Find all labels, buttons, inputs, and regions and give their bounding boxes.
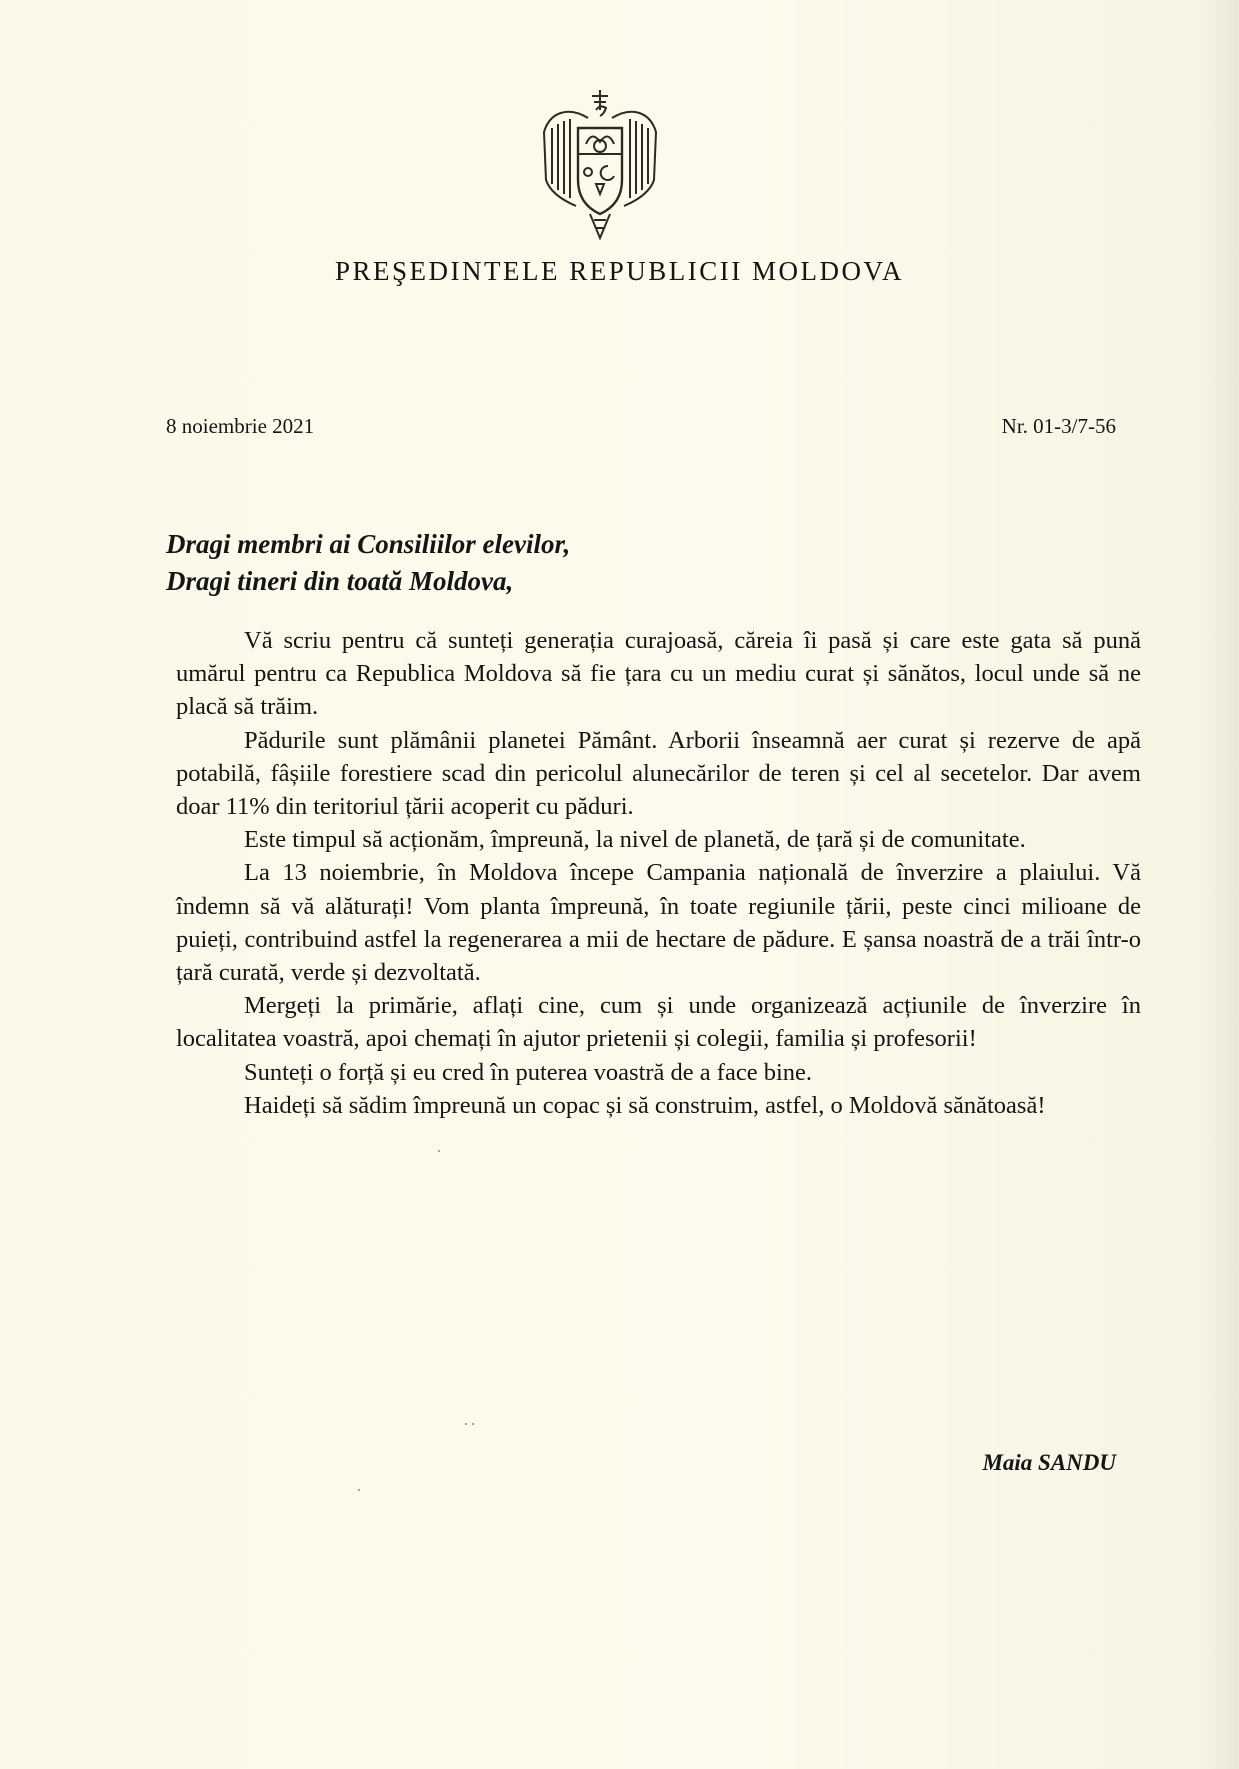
body-paragraph: Sunteți o forță și eu cred în puterea voastră de a face bine. bbox=[244, 1058, 813, 1086]
body-paragraph: Vă scriu pentru că sunteți generația curajoasă, căreia îi pasă și care este gata să pună umărul pentru ca Republica Moldova să fie țara cu un mediu curat și sănătos, locul unde să ne placă să trăim. bbox=[176, 627, 1141, 721]
signature-name: Maia SANDU bbox=[982, 1450, 1116, 1475]
paper-speck bbox=[438, 1150, 440, 1152]
salutation-line: Dragi membri ai Consiliilor elevilor, bbox=[166, 529, 571, 559]
reference-number: Nr. 01-3/7-56 bbox=[1001, 414, 1116, 438]
salutation bbox=[166, 526, 570, 600]
body-paragraph: Mergeți la primărie, aflați cine, cum și unde organizează acțiunile de înverzire în localitatea voastră, apoi chemați în ajutor prietenii și colegii, familia și profesorii! bbox=[176, 992, 1141, 1053]
letter-date: 8 noiembrie 2021 bbox=[166, 414, 315, 438]
paper-speck bbox=[358, 1489, 360, 1491]
letter-body bbox=[176, 624, 1141, 1122]
coat-of-arms-icon bbox=[540, 88, 660, 240]
paper-speck bbox=[472, 1423, 474, 1425]
body-paragraph: La 13 noiembrie, în Moldova începe Campania națională de înverzire a plaiului. Vă îndemn să vă alăturați! Vom planta împreună, în toate regiunile țării, peste cinci milioane de puieți, contribuind astfel la regenerarea a mii de hectare de pădure. E șansa noastră de a trăi într-o țară curată, verde și dezvoltată. bbox=[176, 859, 1141, 987]
body-paragraph: Pădurile sunt plămânii planetei Pământ. Arborii înseamnă aer curat și rezerve de apă potabilă, fâșiile forestiere scad din pericolul alunecărilor de teren și cel al secetelor. Dar avem doar 11% din teritoriul țării acoperit cu păduri. bbox=[176, 726, 1141, 821]
body-paragraph: Haideți să sădim împreună un copac și să construim, astfel, o Moldovă sănătoasă! bbox=[244, 1091, 1046, 1119]
salutation-line: Dragi tineri din toată Moldova, bbox=[166, 566, 514, 596]
paper-speck bbox=[465, 1423, 467, 1425]
body-paragraph: Este timpul să acționăm, împreună, la nivel de planetă, de țară și de comunitate. bbox=[244, 826, 1026, 854]
page-title: PREŞEDINTELE REPUBLICII MOLDOVA bbox=[335, 256, 904, 286]
